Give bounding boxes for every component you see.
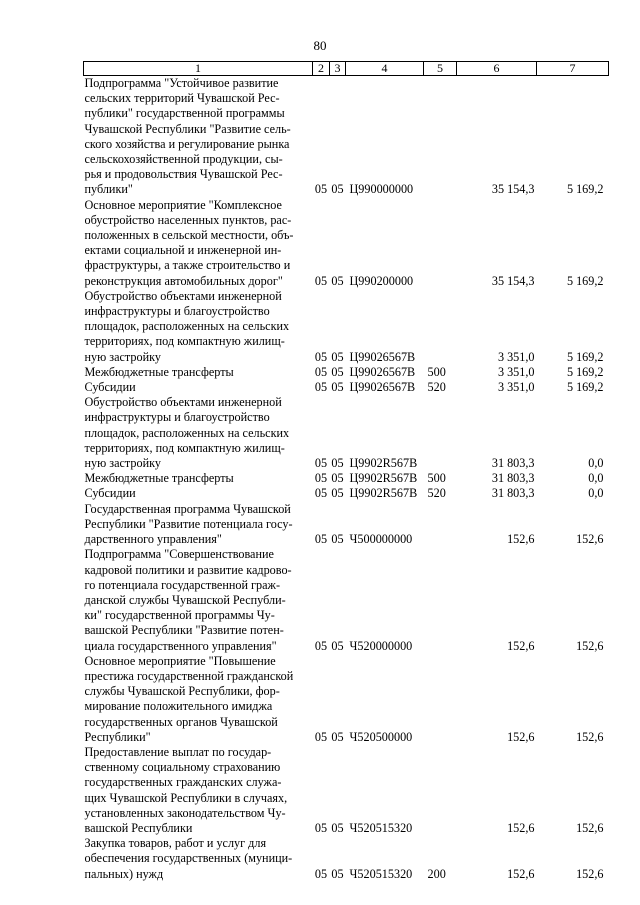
row-subsection: 05 <box>331 273 344 288</box>
row-name-line: положенных в сельской местности, объ- <box>84 228 294 243</box>
row-name <box>84 836 313 882</box>
row-section: 05 <box>314 471 328 486</box>
table-row <box>84 471 609 486</box>
row-section: 05 <box>314 638 328 653</box>
row-subsection: 05 <box>331 486 344 501</box>
row-name-line: сельских территорий Чувашской Рес- <box>84 91 280 106</box>
row-name <box>84 486 313 501</box>
header-col-7: 7 <box>537 62 609 76</box>
row-target-article: Ц99026567В <box>349 380 416 395</box>
row-sum-2020: 152,6 <box>507 866 535 881</box>
row-name-line: ки" государственной программы Чу- <box>84 608 275 623</box>
row-subsection: 05 <box>331 349 344 364</box>
row-name-line: инфраструктуры и благоустройство <box>84 304 270 319</box>
row-target-article: Ч500000000 <box>349 532 413 547</box>
row-sum-2020: 31 803,3 <box>491 456 535 471</box>
row-name-line: Основное мероприятие "Комплексное <box>84 197 282 212</box>
table-row <box>84 76 609 198</box>
row-name-line: ную застройку <box>84 349 161 364</box>
row-name <box>84 654 313 745</box>
row-target-article: Ц99026567В <box>349 349 416 364</box>
header-col-6: 6 <box>457 62 537 76</box>
row-expense-type: 500 <box>427 364 446 379</box>
row-name-line: престижа государственной гражданской <box>84 668 294 683</box>
row-sum-2021: 152,6 <box>576 866 604 881</box>
header-col-1: 1 <box>84 62 313 76</box>
row-name-line: рья и продовольствия Чувашской Рес- <box>84 167 283 182</box>
row-sum-2020: 31 803,3 <box>491 486 535 501</box>
row-name-line: дарственного управления" <box>84 532 222 547</box>
table-row <box>84 289 609 365</box>
row-name <box>84 471 313 486</box>
row-subsection: 05 <box>331 380 344 395</box>
row-sum-2021: 0,0 <box>588 456 604 471</box>
table-row <box>84 380 609 395</box>
table-row <box>84 198 609 289</box>
row-target-article: Ч520500000 <box>349 729 413 744</box>
row-sum-2021: 0,0 <box>588 471 604 486</box>
row-sum-2021: 5 169,2 <box>566 364 604 379</box>
row-name-line: обустройство населенных пунктов, рас- <box>84 212 292 227</box>
row-name-line: ского хозяйства и регулирование рынка <box>84 136 290 151</box>
row-name-line: вашской Республики <box>84 820 193 835</box>
row-name-line: данской службы Чувашской Республи- <box>84 592 286 607</box>
row-section: 05 <box>314 729 328 744</box>
table-row <box>84 836 609 882</box>
header-col-2: 2 <box>313 62 330 76</box>
row-name-line: сельскохозяйственной продукции, сы- <box>84 152 283 167</box>
row-target-article: Ч520515320 <box>349 866 413 881</box>
header-col-4: 4 <box>346 62 424 76</box>
row-target-article: Ц9902R567В <box>349 471 418 486</box>
row-sum-2021: 152,6 <box>576 820 604 835</box>
row-name-line: ную застройку <box>84 456 161 471</box>
row-name-line: публики" <box>84 182 133 197</box>
table-row <box>84 547 609 653</box>
row-name-line: Субсидии <box>84 486 136 501</box>
row-section: 05 <box>314 820 328 835</box>
row-name-line: службы Чувашской Республики, фор- <box>84 684 280 699</box>
row-name-line: государственных гражданских служа- <box>84 775 282 790</box>
row-section: 05 <box>314 486 328 501</box>
row-target-article: Ч520515320 <box>349 820 413 835</box>
row-name-line: территориях, под компактную жилищ- <box>84 440 285 455</box>
row-name-line: государственных органов Чувашской <box>84 714 278 729</box>
row-section: 05 <box>314 349 328 364</box>
header-col-3: 3 <box>330 62 346 76</box>
row-name-line: публики" государственной программы <box>84 106 285 121</box>
table-row <box>84 395 609 471</box>
row-expense-type <box>424 76 457 198</box>
row-name-line: циала государственного управления" <box>84 638 277 653</box>
row-subsection: 05 <box>331 866 344 881</box>
row-name-line: Закупка товаров, работ и услуг для <box>84 836 267 851</box>
row-section: 05 <box>314 866 328 881</box>
row-name <box>84 380 313 395</box>
row-target-article: Ц9902R567В <box>349 486 418 501</box>
row-name-line: реконструкция автомобильных дорог" <box>84 273 283 288</box>
row-subsection: 05 <box>331 729 344 744</box>
table-body <box>84 76 609 882</box>
row-name <box>84 76 313 198</box>
row-name-line: Подпрограмма "Совершенствование <box>84 547 274 562</box>
row-sum-2020: 3 351,0 <box>497 380 535 395</box>
row-expense-type: 520 <box>427 486 446 501</box>
row-sum-2021: 152,6 <box>576 532 604 547</box>
row-target-article: Ц990000000 <box>349 182 414 197</box>
table-header-row <box>84 62 609 76</box>
row-section: 05 <box>314 456 328 471</box>
row-name-line: ственному социальному страхованию <box>84 760 281 775</box>
row-sum-2020: 3 351,0 <box>497 349 535 364</box>
row-sum-2020: 31 803,3 <box>491 471 535 486</box>
row-expense-type: 500 <box>427 471 446 486</box>
row-expense-type <box>424 547 457 653</box>
row-sum-2020: 152,6 <box>507 820 535 835</box>
row-subsection: 05 <box>331 364 344 379</box>
row-name <box>84 547 313 653</box>
row-section: 05 <box>314 182 328 197</box>
row-name-line: го потенциала государственной граж- <box>84 577 281 592</box>
row-name <box>84 198 313 289</box>
row-sum-2020: 35 154,3 <box>491 273 535 288</box>
row-sum-2021: 5 169,2 <box>566 273 604 288</box>
row-name-line: фраструктуры, а также строительство и <box>84 258 291 273</box>
table-row <box>84 486 609 501</box>
row-expense-type <box>424 745 457 836</box>
row-name-line: инфраструктуры и благоустройство <box>84 410 270 425</box>
row-name <box>84 502 313 548</box>
row-name-line: Межбюджетные трансферты <box>84 364 234 379</box>
row-sum-2021: 5 169,2 <box>566 182 604 197</box>
row-name-line: Субсидии <box>84 380 136 395</box>
row-name-line: Обустройство объектами инженерной <box>84 288 282 303</box>
row-sum-2021: 152,6 <box>576 638 604 653</box>
row-name-line: Обустройство объектами инженерной <box>84 395 282 410</box>
row-name-line: Республики" <box>84 729 151 744</box>
row-expense-type <box>424 654 457 745</box>
row-name-line: пальных) нужд <box>84 866 164 881</box>
row-name-line: площадок, расположенных на сельских <box>84 319 290 334</box>
row-name-line: Республики "Развитие потенциала госу- <box>84 516 293 531</box>
row-name <box>84 289 313 365</box>
row-sum-2021: 5 169,2 <box>566 349 604 364</box>
row-expense-type <box>424 198 457 289</box>
row-sum-2020: 35 154,3 <box>491 182 535 197</box>
row-sum-2020: 152,6 <box>507 532 535 547</box>
row-name-line: площадок, расположенных на сельских <box>84 425 290 440</box>
row-subsection: 05 <box>331 532 344 547</box>
row-section: 05 <box>314 364 328 379</box>
row-target-article: Ч520000000 <box>349 638 413 653</box>
row-subsection: 05 <box>331 456 344 471</box>
row-sum-2020: 152,6 <box>507 638 535 653</box>
row-subsection: 05 <box>331 638 344 653</box>
row-sum-2021: 152,6 <box>576 729 604 744</box>
row-sum-2021: 0,0 <box>588 486 604 501</box>
row-expense-type <box>424 502 457 548</box>
row-name-line: Государственная программа Чувашской <box>84 501 291 516</box>
row-expense-type <box>424 395 457 471</box>
row-subsection: 05 <box>331 471 344 486</box>
row-name <box>84 395 313 471</box>
row-name-line: установленных законодательством Чу- <box>84 805 286 820</box>
row-subsection: 05 <box>331 182 344 197</box>
row-section: 05 <box>314 380 328 395</box>
page-number: 80 <box>313 38 327 53</box>
row-expense-type: 520 <box>427 380 446 395</box>
row-sum-2021: 5 169,2 <box>566 380 604 395</box>
table-row <box>84 745 609 836</box>
row-name-line: территориях, под компактную жилищ- <box>84 334 285 349</box>
row-target-article: Ц990200000 <box>349 273 414 288</box>
row-name-line: Основное мероприятие "Повышение <box>84 653 276 668</box>
header-col-5: 5 <box>424 62 457 76</box>
row-expense-type: 200 <box>427 866 446 881</box>
row-name-line: Подпрограмма "Устойчивое развитие <box>84 76 279 90</box>
row-name-line: Межбюджетные трансферты <box>84 471 234 486</box>
table-row <box>84 365 609 380</box>
row-name-line: обеспечения государственных (муници- <box>84 851 293 866</box>
row-sum-2020: 152,6 <box>507 729 535 744</box>
row-section: 05 <box>314 532 328 547</box>
row-name <box>84 745 313 836</box>
row-name-line: вашской Республики "Развитие потен- <box>84 623 284 638</box>
row-subsection: 05 <box>331 820 344 835</box>
row-name-line: мирование положительного имиджа <box>84 699 273 714</box>
row-name-line: щих Чувашской Республики в случаях, <box>84 790 288 805</box>
row-expense-type <box>424 289 457 365</box>
row-section: 05 <box>314 273 328 288</box>
row-name-line: Предоставление выплат по государ- <box>84 744 272 759</box>
budget-table <box>83 61 609 882</box>
row-name-line: кадровой политики и развитие кадрово- <box>84 562 292 577</box>
table-row <box>84 502 609 548</box>
row-name <box>84 365 313 380</box>
table-row <box>84 654 609 745</box>
row-sum-2020: 3 351,0 <box>497 364 535 379</box>
row-target-article: Ц99026567В <box>349 364 416 379</box>
row-name-line: ектами социальной и инженерной ин- <box>84 243 282 258</box>
row-name-line: Чувашской Республики "Развитие сель- <box>84 121 291 136</box>
row-target-article: Ц9902R567В <box>349 456 418 471</box>
